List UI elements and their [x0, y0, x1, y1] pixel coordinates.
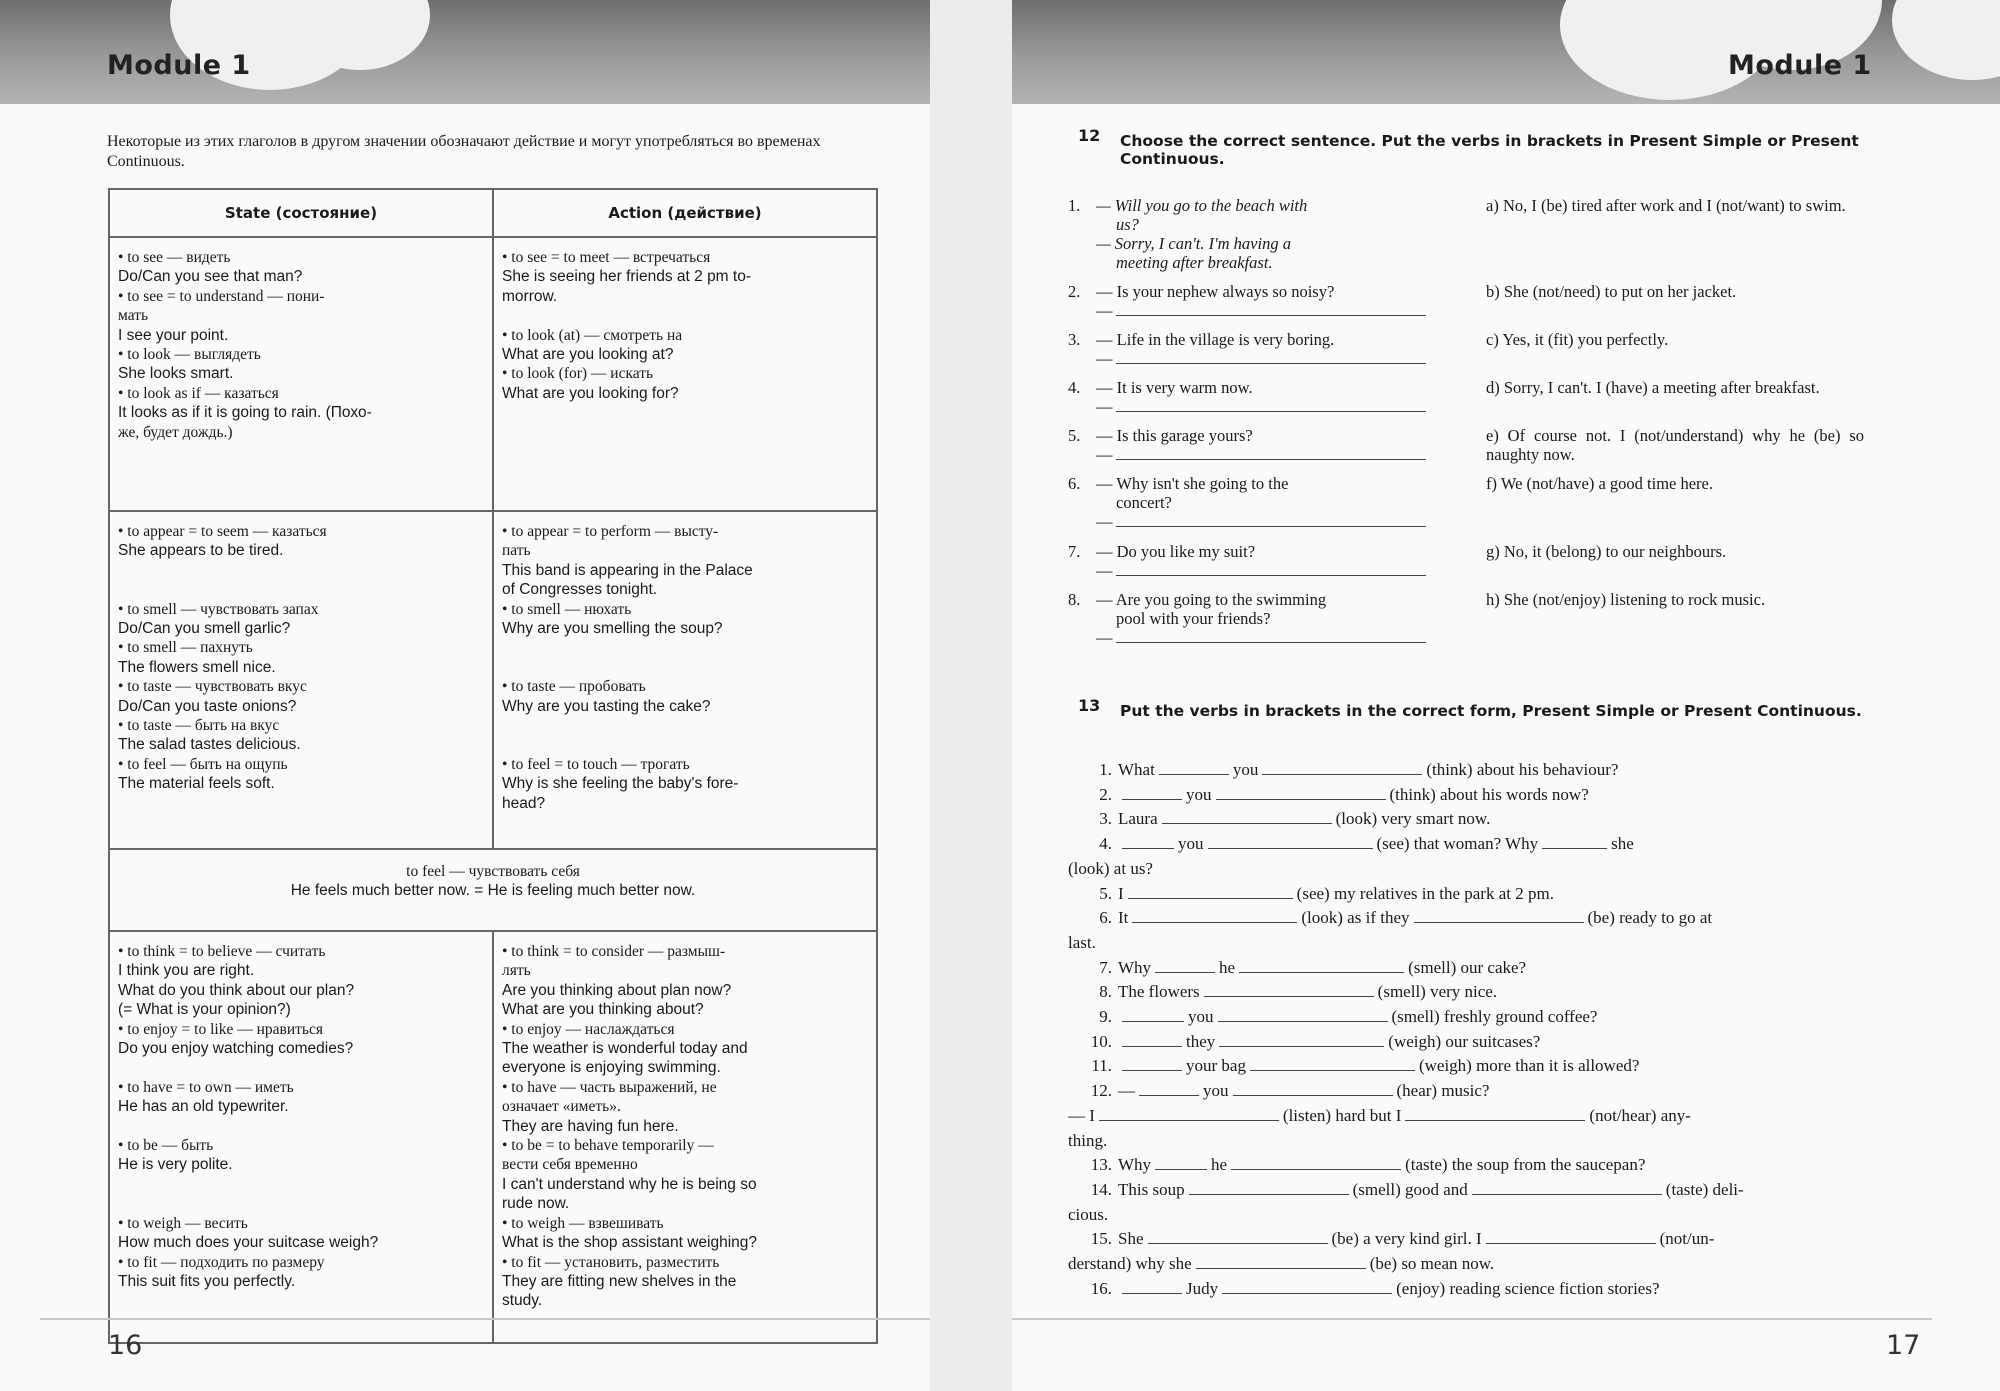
- table-line: • to smell — нюхать: [502, 600, 632, 618]
- ex12-item-number: 4.: [1068, 378, 1081, 397]
- ex13-line: [1068, 758, 1866, 783]
- table-line: • to weigh — взвешивать: [502, 1214, 664, 1232]
- ex13-text: you: [1188, 1007, 1214, 1027]
- table-line: They are fitting new shelves in the: [502, 1272, 737, 1290]
- ex12-dialog-item: 3. — Life in the village is very boring. —: [1068, 330, 1438, 368]
- answer-blank[interactable]: [1233, 1082, 1393, 1096]
- ex12-answer-option: b) She (not/need) to put on her jacket.: [1486, 282, 1737, 301]
- page-number-right: 17: [1886, 1330, 1921, 1361]
- table-line: [502, 638, 868, 657]
- ex13-line: [1068, 1153, 1866, 1178]
- answer-blank[interactable]: [1148, 1230, 1328, 1244]
- ex13-item-number: 1.: [1099, 760, 1112, 779]
- ex12-answer-option: c) Yes, it (fit) you perfectly.: [1486, 330, 1669, 349]
- table-line: • to look (at) — смотреть на: [502, 326, 683, 344]
- table-line: • to taste — чувствовать вкус: [118, 678, 307, 696]
- answer-blank[interactable]: [1208, 835, 1373, 849]
- table-line: • to see — видеть: [118, 249, 231, 266]
- table-line: Do/Can you taste onions?: [118, 697, 297, 715]
- table-line: мать: [118, 307, 149, 325]
- ex12-answer-option: d) Sorry, I can't. I (have) a meeting after breakfast.: [1486, 378, 1820, 397]
- ex13-line: [1068, 807, 1866, 832]
- ex13-text: (look) at us?: [1068, 858, 1153, 878]
- ex13-item-number: 8.: [1099, 982, 1112, 1002]
- ex12-item-number: 1.: [1068, 196, 1081, 215]
- ex13-item-number: 6.: [1099, 908, 1112, 928]
- ex12-item-number: 2.: [1068, 282, 1081, 301]
- table-line: • to enjoy — наслаждаться: [502, 1020, 675, 1038]
- table-line: (= What is your opinion?): [118, 1001, 291, 1019]
- answer-blank[interactable]: [1239, 959, 1404, 973]
- ex13-text: he: [1219, 957, 1236, 977]
- table-line: Do/Can you smell garlic?: [118, 620, 291, 638]
- answer-blank[interactable]: [1116, 399, 1426, 412]
- ex13-text: (hear) music?: [1396, 1081, 1490, 1101]
- ex13-text: (listen) hard but I: [1282, 1105, 1402, 1125]
- ex13-text: — I: [1068, 1105, 1095, 1125]
- ex13-line: [1068, 832, 1866, 857]
- ex12-instruction: Choose the correct sentence. Put the verbs in brackets in Present Simple or Present Continuous.: [1120, 132, 1859, 168]
- table-line: [502, 735, 868, 754]
- table-line: [118, 1194, 484, 1213]
- ex13-item-number: 15.: [1090, 1229, 1112, 1249]
- ex13-text: (smell) very nice.: [1377, 982, 1498, 1002]
- ex12-item-number: 5.: [1068, 426, 1081, 445]
- ex13-line: [1068, 882, 1866, 907]
- answer-blank[interactable]: [1155, 1156, 1207, 1170]
- table-line: же, будет дождь.): [118, 423, 233, 441]
- ex13-item-number: 3.: [1099, 809, 1112, 829]
- ex13-text: (not/un-: [1659, 1229, 1715, 1249]
- ex13-text: you: [1186, 784, 1212, 804]
- answer-blank[interactable]: [1231, 1156, 1401, 1170]
- ex12-answer-option: a) No, I (be) tired after work and I (not/want) to swim.: [1486, 196, 1846, 215]
- ex13-text: (see) my relatives in the park at 2 pm.: [1296, 883, 1554, 903]
- ex12-dialog-line: — Are you going to the swimming: [1096, 590, 1327, 609]
- row1-action: [493, 237, 877, 511]
- table-line: [118, 1175, 484, 1194]
- table-line: What do you think about our plan?: [118, 981, 355, 999]
- ex13-text: (be) a very kind girl. I: [1331, 1229, 1482, 1249]
- ex12-answer-option: e) Of course not. I (not/understand) why he (be) so naughty now.: [1486, 426, 1864, 464]
- table-line: пать: [502, 542, 531, 560]
- table-line: • to smell — чувствовать запах: [118, 600, 319, 618]
- ex13-text: The flowers: [1118, 982, 1200, 1002]
- header-state: State (состояние): [109, 189, 493, 237]
- table-line: [502, 716, 868, 735]
- table-line: лять: [502, 962, 531, 980]
- ex13-text: last.: [1068, 932, 1096, 952]
- footer-rule: [40, 1318, 930, 1320]
- ex13-text: This soup: [1118, 1179, 1185, 1199]
- ex12-dialog-line: — Will you go to the beach with: [1096, 196, 1308, 215]
- ex12-dialog-item: 6. — Why isn't she going to the concert? —: [1068, 474, 1438, 531]
- answer-blank[interactable]: [1162, 810, 1332, 824]
- table-line: What is the shop assistant weighing?: [502, 1234, 758, 1252]
- ex13-item-number: 10.: [1090, 1031, 1112, 1051]
- table-line: • to see = to understand — пони-: [118, 287, 325, 305]
- ex13-text: Judy: [1186, 1278, 1219, 1298]
- ex13-text: you: [1178, 834, 1204, 854]
- row1-state: [109, 237, 493, 511]
- table-line: • to look (for) — искать: [502, 365, 654, 383]
- row3-feel: [109, 849, 877, 931]
- table-line: • to fit — установить, разместить: [502, 1253, 720, 1271]
- ex13-text: your bag: [1186, 1056, 1246, 1076]
- ex12-dialog-line: — Why isn't she going to the: [1096, 474, 1289, 493]
- ex13-line: [1068, 906, 1866, 931]
- table-line: • to taste — пробовать: [502, 678, 646, 696]
- ex13-line: [1068, 1005, 1866, 1030]
- answer-blank[interactable]: [1122, 1008, 1184, 1022]
- ex13-text: (taste) deli-: [1665, 1179, 1744, 1199]
- table-line: • to weigh — весить: [118, 1214, 248, 1232]
- ex13-item-number: 14.: [1090, 1179, 1112, 1199]
- ex13-line: [1068, 980, 1866, 1005]
- answer-blank[interactable]: [1196, 1255, 1366, 1269]
- table-line: How much does your suitcase weigh?: [118, 1234, 379, 1252]
- answer-blank[interactable]: [1542, 835, 1607, 849]
- ex13-text: (smell) good and: [1352, 1179, 1468, 1199]
- ex12-dialog-line: us?: [1116, 215, 1139, 234]
- answer-blank[interactable]: [1116, 630, 1426, 643]
- table-line: What are you looking for?: [502, 384, 679, 402]
- answer-blank[interactable]: [1250, 1057, 1415, 1071]
- ex13-text: (think) about his words now?: [1389, 784, 1589, 804]
- table-line: • to have = to own — иметь: [118, 1078, 294, 1096]
- ex13-text: I: [1118, 883, 1124, 903]
- ex13-text: they: [1186, 1031, 1216, 1051]
- table-line: everyone is enjoying swimming.: [502, 1059, 721, 1077]
- ex12-dialog-item: 7. — Do you like my suit? —: [1068, 542, 1438, 580]
- ex13-text: he: [1211, 1155, 1228, 1175]
- table-line: • to have — часть выражений, не: [502, 1078, 717, 1096]
- table-line: I see your point.: [118, 326, 229, 344]
- table-line: вести себя временно: [502, 1156, 638, 1174]
- ex12-dialog-line: — Life in the village is very boring.: [1096, 330, 1335, 349]
- answer-blank[interactable]: [1116, 563, 1426, 576]
- table-line: • to smell — пахнуть: [118, 639, 253, 657]
- answer-blank[interactable]: [1122, 1280, 1182, 1294]
- ex13-text: she: [1611, 834, 1634, 854]
- row2-action: [493, 511, 877, 849]
- answer-blank[interactable]: [1116, 351, 1426, 364]
- header-action: Action (действие): [493, 189, 877, 237]
- table-line: The salad tastes delicious.: [118, 736, 301, 754]
- ex13-line: [1068, 1030, 1866, 1055]
- ex13-item-number: 16.: [1090, 1278, 1112, 1298]
- page-number-left: 16: [108, 1330, 143, 1361]
- ex13-text: (enjoy) reading science fiction stories?: [1396, 1278, 1660, 1298]
- table-line: This band is appearing in the Palace: [502, 561, 753, 579]
- ex13-instruction: Put the verbs in brackets in the correct form, Present Simple or Present Continuous.: [1120, 702, 1862, 720]
- table-line: Why is she feeling the baby's fore-: [502, 775, 739, 793]
- answer-blank[interactable]: [1189, 1181, 1349, 1195]
- table-line: • to fit — подходить по размеру: [118, 1253, 325, 1271]
- ex13-line: [1068, 857, 1866, 882]
- ex13-text: Why: [1118, 1155, 1152, 1175]
- ex13-text: (smell) our cake?: [1408, 957, 1527, 977]
- table-line: • to be — быть: [118, 1137, 214, 1155]
- ex12-dialog-item: [1068, 196, 1438, 272]
- answer-blank[interactable]: [1122, 786, 1182, 800]
- answer-blank[interactable]: [1132, 909, 1297, 923]
- answer-blank[interactable]: [1216, 786, 1386, 800]
- table-line: I can't understand why he is being so: [502, 1175, 757, 1193]
- ex12-dialog-item: 5. — Is this garage yours? —: [1068, 426, 1438, 464]
- ex13-line: [1068, 1227, 1866, 1252]
- ex13-item-number: 7.: [1099, 957, 1112, 977]
- table-line: [118, 580, 484, 599]
- table-line: of Congresses tonight.: [502, 581, 658, 599]
- ex13-line: [1068, 1178, 1866, 1203]
- row2-state: [109, 511, 493, 849]
- table-line: She is seeing her friends at 2 pm to-: [502, 268, 751, 286]
- ex12-dialog-item: 8. — Are you going to the swimming pool with your friends? —: [1068, 590, 1438, 647]
- table-line: The flowers smell nice.: [118, 658, 276, 676]
- answer-blank[interactable]: [1262, 761, 1422, 775]
- table-line: It looks as if it is going to rain. (Похо-: [118, 404, 372, 422]
- ex12-dialog-item: 4. — It is very warm now. —: [1068, 378, 1438, 416]
- table-line: • to feel — быть на ощупь: [118, 755, 288, 773]
- ex13-line: [1068, 1252, 1866, 1277]
- ex13-line: [1068, 1104, 1866, 1129]
- ex12-item-number: 3.: [1068, 330, 1081, 349]
- answer-blank[interactable]: [1222, 1280, 1392, 1294]
- answer-blank[interactable]: [1122, 835, 1174, 849]
- table-line: What are you thinking about?: [502, 1001, 704, 1019]
- ex12-number: 12: [1078, 126, 1101, 145]
- ex13-text: (weigh) more than it is allowed?: [1418, 1056, 1640, 1076]
- table-line: morrow.: [502, 287, 558, 305]
- ex12-dialog-line: concert?: [1116, 493, 1172, 512]
- answer-blank[interactable]: [1128, 885, 1293, 899]
- table-line: [502, 658, 868, 677]
- ex13-text: (look) very smart now.: [1335, 809, 1491, 829]
- ex13-item-number: 4.: [1099, 834, 1112, 854]
- ex13-item-number: 9.: [1099, 1007, 1112, 1027]
- ex12-item-number: 7.: [1068, 542, 1081, 561]
- ex13-line: [1068, 783, 1866, 808]
- ex12-dialog-line: — Is this garage yours?: [1096, 426, 1253, 445]
- table-line: I think you are right.: [118, 962, 255, 980]
- ex13-item-number: 11.: [1091, 1056, 1112, 1076]
- table-line: study.: [502, 1292, 543, 1310]
- answer-blank[interactable]: [1139, 1082, 1199, 1096]
- table-line: rude now.: [502, 1195, 570, 1213]
- intro-text: Некоторые из этих глаголов в другом значении обозначают действие и могут употребляться во временах Continuous.: [107, 133, 821, 170]
- answer-blank[interactable]: [1405, 1107, 1585, 1121]
- ex13-text: you: [1232, 760, 1259, 779]
- answer-blank[interactable]: [1116, 447, 1426, 460]
- ex13-line: [1068, 1129, 1866, 1154]
- table-line: • to think = to believe — считать: [118, 943, 326, 960]
- answer-blank[interactable]: [1116, 303, 1426, 316]
- answer-blank[interactable]: [1472, 1181, 1662, 1195]
- ex13-text: (think) about his behaviour?: [1426, 760, 1619, 779]
- table-line: [118, 1117, 484, 1136]
- answer-blank[interactable]: [1159, 761, 1229, 775]
- table-line: Why are you tasting the cake?: [502, 697, 711, 715]
- ex13-line: [1068, 1054, 1866, 1079]
- ex13-line: [1068, 931, 1866, 956]
- row3-line1: to feel — чувствовать себя: [406, 863, 580, 880]
- ex13-item-number: 2.: [1099, 784, 1112, 804]
- book-gutter: [930, 0, 1012, 1391]
- ex13-text: derstand) why she: [1068, 1254, 1192, 1274]
- ex12-dialog-item: 2. — Is your nephew always so noisy? —: [1068, 282, 1438, 320]
- answer-blank[interactable]: [1204, 983, 1374, 997]
- page-left: [0, 0, 930, 1391]
- ex12-item-number: 6.: [1068, 474, 1081, 493]
- table-line: head?: [502, 794, 546, 812]
- ex13-text: She: [1118, 1229, 1144, 1249]
- ex12-dialog-line: meeting after breakfast.: [1116, 253, 1273, 272]
- ex12-dialog-line: pool with your friends?: [1116, 609, 1271, 628]
- table-line: They are having fun here.: [502, 1117, 679, 1135]
- ex13-body: [1068, 758, 1866, 1301]
- ex13-text: (see) that woman? Why: [1376, 834, 1539, 854]
- table-line: означает «иметь».: [502, 1098, 621, 1116]
- table-line: • to taste — быть на вкус: [118, 717, 280, 735]
- ex12-dialog-line: — It is very warm now.: [1096, 378, 1253, 397]
- table-line: Are you thinking about plan now?: [502, 981, 732, 999]
- ex13-line: [1068, 1203, 1866, 1228]
- ex13-item-number: 13.: [1090, 1155, 1112, 1175]
- ex12-answer-option: g) No, it (belong) to our neighbours.: [1486, 542, 1727, 561]
- ex12-dialog-line: — Is your nephew always so noisy?: [1096, 282, 1335, 301]
- table-line: [118, 561, 484, 580]
- table-line: [502, 306, 868, 325]
- ex13-text: Laura: [1118, 809, 1158, 829]
- table-line: Do you enjoy watching comedies?: [118, 1040, 354, 1058]
- ex13-text: —: [1118, 1081, 1135, 1101]
- table-line: He is very polite.: [118, 1156, 233, 1174]
- table-line: • to feel = to touch — трогать: [502, 755, 690, 773]
- answer-blank[interactable]: [1099, 1107, 1279, 1121]
- answer-blank[interactable]: [1155, 959, 1215, 973]
- grammar-table: [108, 188, 878, 1344]
- ex13-text: What: [1118, 760, 1155, 779]
- row3-line2: He feels much better now. = He is feeling much better now.: [290, 882, 696, 900]
- ex13-text: (weigh) our suitcases?: [1388, 1031, 1541, 1051]
- ex12-dialog-line: — Do you like my suit?: [1096, 542, 1256, 561]
- table-line: • to think = to consider — размыш-: [502, 943, 726, 960]
- answer-blank[interactable]: [1486, 1230, 1656, 1244]
- ex13-text: It: [1118, 908, 1129, 928]
- ex13-text: (be) so mean now.: [1369, 1254, 1495, 1274]
- ex12-answer-option: h) She (not/enjoy) listening to rock music.: [1486, 590, 1766, 609]
- ex12-dialog-line: — Sorry, I can't. I'm having a: [1096, 234, 1291, 253]
- table-line: • to appear = to perform — высту-: [502, 523, 719, 540]
- table-line: This suit fits you perfectly.: [118, 1272, 296, 1290]
- ex13-text: (look) as if they: [1301, 908, 1410, 928]
- ex13-text: (be) ready to go at: [1587, 908, 1713, 928]
- table-line: Why are you smelling the soup?: [502, 620, 723, 638]
- table-line: • to look as if — казаться: [118, 384, 279, 402]
- answer-blank[interactable]: [1116, 514, 1426, 527]
- answer-blank[interactable]: [1122, 1033, 1182, 1047]
- table-line: What are you looking at?: [502, 346, 674, 364]
- ex13-line: [1068, 1079, 1866, 1104]
- table-line: • to see = to meet — встречаться: [502, 249, 711, 266]
- ex13-number: 13: [1078, 696, 1101, 715]
- table-line: The weather is wonderful today and: [502, 1040, 748, 1058]
- module-title: Module 1: [107, 50, 251, 81]
- table-line: [118, 1058, 484, 1077]
- ex13-item-number: 5.: [1099, 883, 1112, 903]
- table-line: • to look — выглядеть: [118, 346, 261, 364]
- table-line: Do/Can you see that man?: [118, 268, 303, 286]
- ex13-line: [1068, 1277, 1866, 1302]
- ex13-text: cious.: [1068, 1204, 1109, 1224]
- ex13-text: Why: [1118, 957, 1152, 977]
- ex13-text: (taste) the soup from the saucepan?: [1405, 1155, 1646, 1175]
- ex12-answer-option: f) We (not/have) a good time here.: [1486, 474, 1713, 493]
- answer-blank[interactable]: [1122, 1057, 1182, 1071]
- ex13-line: [1068, 956, 1866, 981]
- row4-action: [493, 931, 877, 1343]
- module-title-right: Module 1: [1728, 50, 1872, 81]
- table-line: • to be = to behave temporarily —: [502, 1137, 714, 1155]
- row4-state: [109, 931, 493, 1343]
- table-line: • to appear = to seem — казаться: [118, 523, 327, 540]
- ex13-item-number: 12.: [1090, 1081, 1112, 1101]
- answer-blank[interactable]: [1414, 909, 1584, 923]
- table-line: He has an old typewriter.: [118, 1098, 289, 1116]
- table-line: The material feels soft.: [118, 775, 275, 793]
- ex13-text: you: [1203, 1081, 1229, 1101]
- ex13-text: (not/hear) any-: [1589, 1105, 1691, 1125]
- answer-blank[interactable]: [1218, 1008, 1388, 1022]
- ex13-text: thing.: [1068, 1130, 1108, 1150]
- footer-rule-right: [1012, 1318, 1932, 1320]
- answer-blank[interactable]: [1219, 1033, 1384, 1047]
- table-line: • to enjoy = to like — нравиться: [118, 1020, 323, 1038]
- table-line: She appears to be tired.: [118, 542, 284, 560]
- table-line: She looks smart.: [118, 365, 234, 383]
- ex12-item-number: 8.: [1068, 590, 1081, 609]
- ex13-text: (smell) freshly ground coffee?: [1391, 1007, 1598, 1027]
